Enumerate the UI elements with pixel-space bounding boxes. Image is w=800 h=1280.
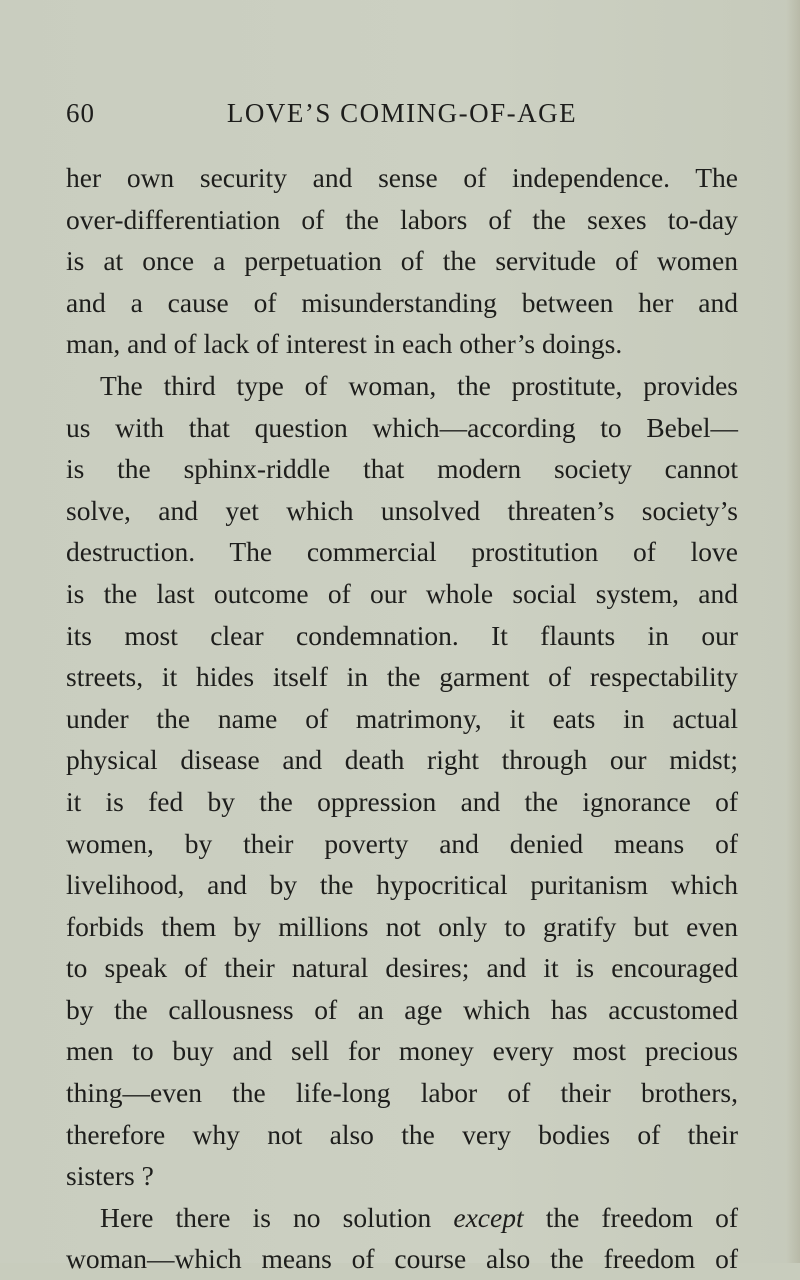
text-line: is at once a perpetuation of the servitude of women <box>66 245 738 277</box>
page-edge-shadow <box>786 0 800 1263</box>
text-line: physical disease and death right through our midst; <box>66 744 738 776</box>
text-line: is the last outcome of our whole social system, and <box>66 577 738 609</box>
text-line <box>66 1197 738 1239</box>
text-segment: the freedom of <box>545 1201 739 1233</box>
text-line: therefore why not also the very bodies of their <box>66 1118 738 1150</box>
text-line: men to buy and sell for money every most precious <box>66 1035 738 1067</box>
text-line: man, and of lack of interest in each other’s doings. <box>66 328 623 360</box>
text-line: women, by their poverty and denied means of <box>66 827 738 859</box>
running-head <box>66 98 738 138</box>
text-line: and a cause of misunderstanding between her and <box>66 286 738 318</box>
text-line: sisters ? <box>66 1160 154 1192</box>
text-line: solve, and yet which unsolved threaten’s society’s <box>66 494 738 526</box>
text-line: it is fed by the oppression and the ignorance of <box>66 785 738 817</box>
body-text <box>66 157 738 1280</box>
text-line: forbids them by millions not only to gratify but even <box>66 910 738 942</box>
text-line: under the name of matrimony, it eats in actual <box>66 702 738 734</box>
text-line: its most clear condemnation. It flaunts in our <box>66 619 738 651</box>
text-line: us with that question which—according to Bebel— <box>66 411 738 443</box>
text-line: over-differentiation of the labors of the sexes to-day <box>66 203 738 235</box>
running-title: LOVE’S COMING-OF-AGE <box>226 98 578 128</box>
text-line: destruction. The commercial prostitution of love <box>66 536 738 568</box>
text-line: thing—even the life-long labor of their brothers, <box>66 1077 738 1109</box>
text-line: woman—which means of course also the freedom of <box>66 1243 738 1275</box>
text-segment: Here there is no solution <box>100 1201 432 1233</box>
emphasized-word: except <box>453 1201 524 1233</box>
text-line: The third type of woman, the prostitute, provides <box>100 369 738 401</box>
text-line: streets, it hides itself in the garment of respectability <box>66 661 738 693</box>
page-number: 60 <box>66 98 95 128</box>
text-line: her own security and sense of independence. The <box>66 162 738 193</box>
text-line: livelihood, and by the hypocritical puritanism which <box>66 869 738 901</box>
text-line: is the sphinx-riddle that modern society cannot <box>66 453 738 485</box>
text-line: to speak of their natural desires; and it is encouraged <box>66 952 738 984</box>
text-line: by the callousness of an age which has accustomed <box>66 993 738 1025</box>
